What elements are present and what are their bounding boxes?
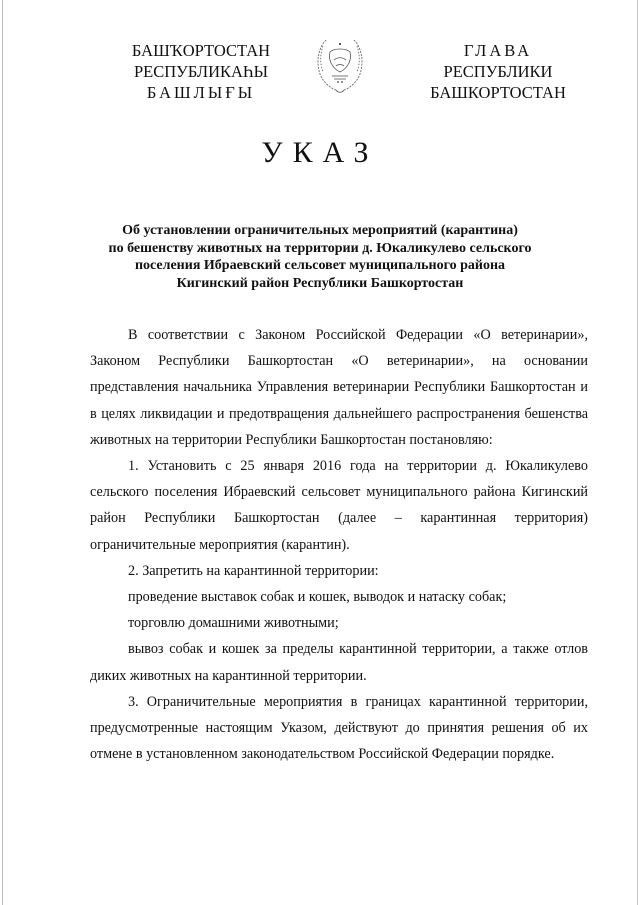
clause-2-item-exhibitions: проведение выставок собак и кошек, выводок и натаску собак; [128,589,507,606]
header-russian [418,40,578,103]
clause-2-paragraph: 2. Запретить на карантинной территории: [128,562,379,579]
header-left-line-3: БАШЛЫҒЫ [146,83,256,102]
clause-3-paragraph: 3. Ограничительные мероприятия в границах карантинной территории, предусмотренные настоящим Указом, действуют до принятия решения об их отмене в установленном законодательством Российской Федерации порядке. [90,693,588,763]
subject-line-4: Кигинский район Республики Башкортостан [176,275,464,291]
header-right-line-3: БАШКОРТОСТАН [430,83,566,102]
coat-of-arms-emblem-icon [312,30,368,96]
clause-1-paragraph: 1. Установить с 25 января 2016 года на территории д. Юкаликулево сельского поселения Ибраевский сельсовет муниципального района Кигинский район Республики Башкортостан (далее – карантинная территория) ограничительные мероприятия (карантин). [90,458,588,553]
header-left-line-1: БАШҠОРТОСТАН [131,41,271,60]
header-bashkir [120,40,282,103]
clause-2-item-export: вывоз собак и кошек за пределы карантинной территории, а также отлов диких животных на карантинной территории. [90,641,588,684]
header-right-line-2: РЕСПУБЛИКИ [443,62,553,81]
preamble-paragraph: В соответствии с Законом Российской Федерации «О ветеринарии», Законом Республики Башкортостан «О ветеринарии», на основании представления начальника Управления ветеринарии Республики Башкортостан и в целях ликвидации и предотвращения дальнейшего распространения бешенства животных на территории Республики Башкортостан постановляю: [90,327,588,448]
header-right-line-1: ГЛАВА [463,41,533,60]
clause-2-item-trade: торговлю домашними животными; [128,615,339,632]
subject-line-1: Об установлении ограничительных мероприятий (карантина) [122,223,518,238]
header-left-line-2: РЕСПУБЛИКАҺЫ [133,62,269,81]
document-type-title: УКАЗ [261,136,379,169]
decree-subject [90,222,550,292]
subject-line-3: поселения Ибраевский сельсовет муниципального района [134,258,506,273]
decree-body [90,322,588,767]
subject-line-2: по бешенству животных на территории д. Юкаликулево сельского [108,240,532,256]
